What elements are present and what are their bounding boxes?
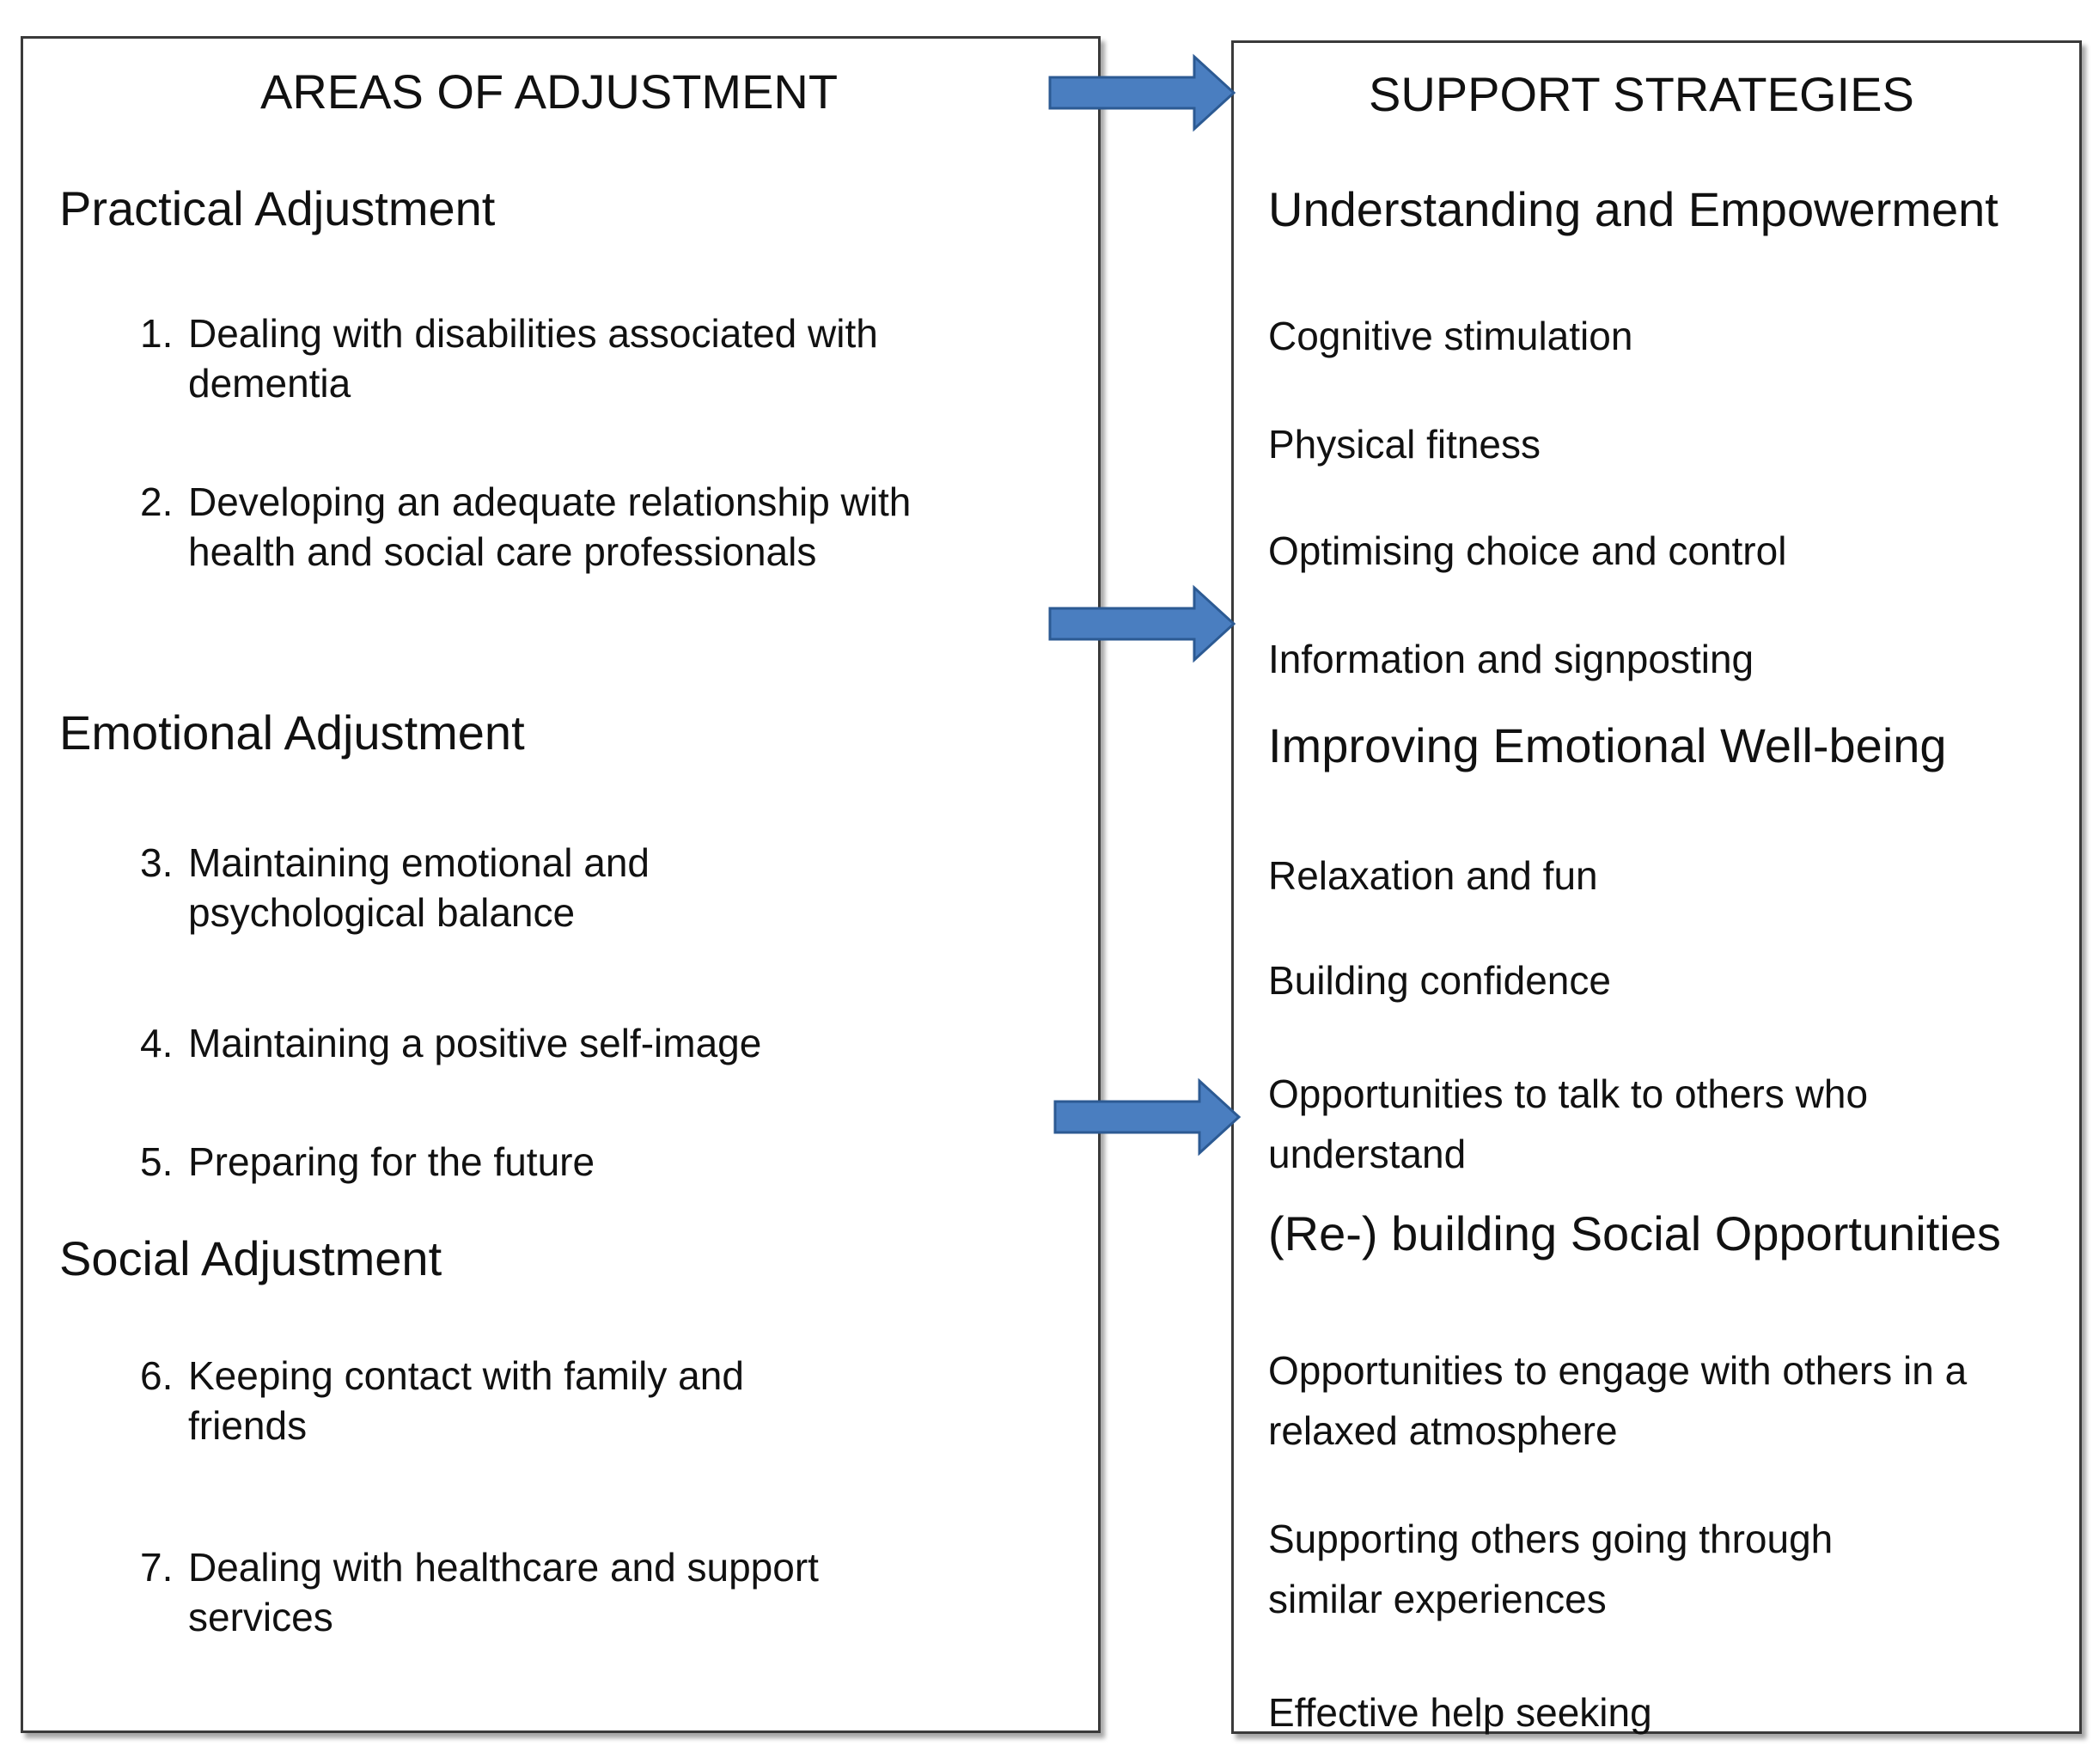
group-heading: Understanding and Empowerment	[1268, 182, 1998, 236]
strategy-item: Effective help seeking	[1268, 1690, 1652, 1735]
arrow-right-icon	[1053, 1077, 1242, 1157]
item-number: 4.	[140, 1021, 174, 1065]
arrow-right-icon	[1048, 584, 1237, 663]
strategy-item: Cognitive stimulation	[1268, 314, 1633, 358]
item-number: 7.	[140, 1545, 174, 1590]
strategy-item: Relaxation and fun	[1268, 853, 1598, 898]
item-number: 5.	[140, 1139, 174, 1184]
item-number: 6.	[140, 1353, 174, 1398]
item-number: 3.	[140, 840, 174, 885]
strategy-item: Supporting others going through similar experiences	[1268, 1517, 1834, 1621]
item-text: Dealing with healthcare and support services	[188, 1545, 819, 1639]
strategy-item: Opportunities to engage with others in a relaxed atmosphere	[1268, 1348, 1968, 1453]
areas-of-adjustment-panel	[21, 36, 1101, 1733]
strategy-item: Building confidence	[1268, 958, 1611, 1003]
group-heading: Emotional Adjustment	[59, 705, 525, 760]
item-text: Keeping contact with family and friends	[188, 1353, 744, 1448]
strategy-item: Opportunities to talk to others who understand	[1268, 1071, 1869, 1176]
panel-title: AREAS OF ADJUSTMENT	[260, 64, 839, 119]
item-text: Preparing for the future	[188, 1139, 595, 1184]
item-text: Maintaining a positive self-image	[188, 1021, 762, 1065]
strategy-item: Physical fitness	[1268, 422, 1541, 467]
group-heading: Practical Adjustment	[59, 181, 496, 235]
arrow-right-icon	[1048, 53, 1237, 132]
item-number: 1.	[140, 311, 174, 356]
strategy-item: Information and signposting	[1268, 637, 1754, 681]
group-heading: (Re-) building Social Opportunities	[1268, 1206, 2001, 1260]
item-text: Developing an adequate relationship with health and social care professionals	[188, 479, 912, 574]
item-text: Maintaining emotional and psychological balance	[188, 840, 650, 935]
panel-title: SUPPORT STRATEGIES	[1369, 67, 1914, 121]
support-strategies-panel	[1231, 40, 2082, 1734]
strategy-item: Optimising choice and control	[1268, 528, 1787, 573]
item-text: Dealing with disabilities associated with dementia	[188, 311, 878, 406]
group-heading: Social Adjustment	[59, 1231, 442, 1285]
item-number: 2.	[140, 479, 174, 524]
group-heading: Improving Emotional Well-being	[1268, 718, 1947, 772]
